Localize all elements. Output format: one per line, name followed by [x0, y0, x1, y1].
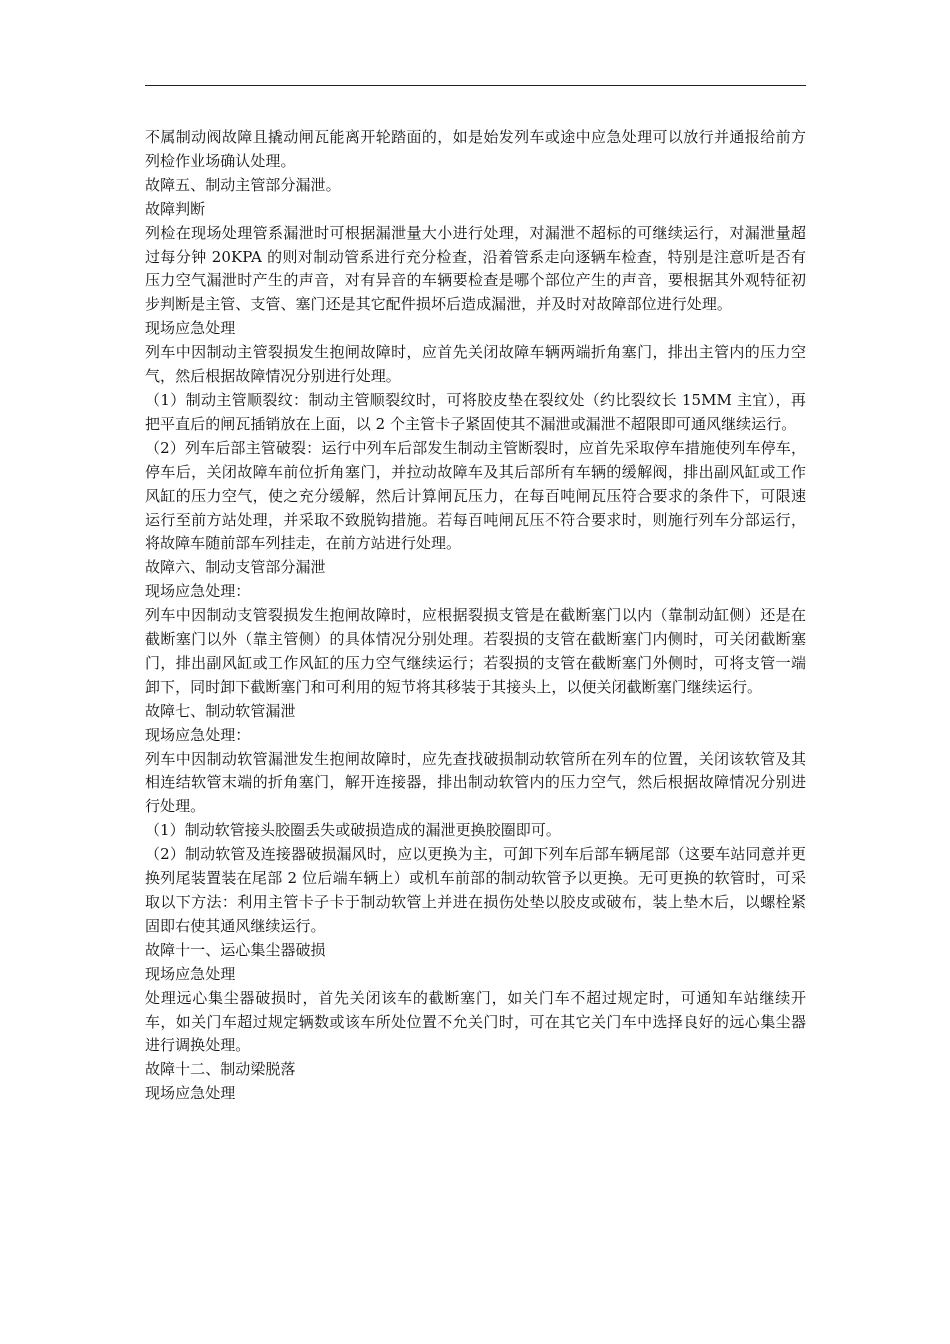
heading-fault-7: 故障七、制动软管漏泄 — [145, 701, 296, 720]
paragraph-item-1-crack: （1）制动主管顺裂纹：制动主管顺裂纹时，可将胶皮垫在裂纹处（约比裂纹长 15MM 主宜），再把平直后的闸瓦插销放在上面，以 2 个主管卡子紧固使其不漏泄或漏泄不超限即可通风继续运行。 — [145, 390, 806, 433]
subheading-onsite-handling-7: 现场应急处理： — [145, 725, 251, 744]
heading-fault-12: 故障十二、制动梁脱落 — [145, 1060, 296, 1079]
document-body — [145, 126, 806, 1106]
subheading-onsite-handling-6: 现场应急处理： — [145, 582, 251, 601]
heading-fault-6: 故障六、制动支管部分漏泄 — [145, 558, 326, 577]
heading-fault-11: 故障十一、运心集尘器破损 — [145, 940, 326, 959]
paragraph-branch-pipe: 列车中因制动支管裂损发生抱闸故障时，应根据裂损支管是在截断塞门以内（靠制动缸侧）还是在截断塞门以外（靠主管侧）的具体情况分别处理。若裂损的支管在截断塞门内侧时，可关闭截断塞门，排出副风缸或工作风缸的压力空气继续运行；若裂损的支管在截断塞门外侧时，可将支管一端卸下，同时卸下截断塞门和可利用的短节将其移装于其接头上，以便关闭截断塞门继续运行。 — [145, 606, 806, 696]
paragraph-hose-item-2: （2）制动软管及连接器破损漏风时，应以更换为主，可卸下列车后部车辆尾部（这要车站同意并更换列尾装置装在尾部 2 位后端车辆上）或机车前部的制动软管予以更换。无可更换的软管时，可采取以下方法：利用主管卡子卡于制动软管上并进在损伤处垫以胶皮或破布，装上垫木后，以螺栓紧固即右使其通风继续运行。 — [145, 845, 806, 935]
paragraph-hose-leak: 列车中因制动软管漏泄发生抱闸故障时，应先查找破损制动软管所在列车的位置，关闭该软管及其相连结软管末端的折角塞门，解开连接器，排出制动软管内的压力空气，然后根据故障情况分别进行处理。 — [145, 749, 806, 816]
paragraph-continuation: 不属制动阀故障且撬动闸瓦能离开轮踏面的，如是始发列车或途中应急处理可以放行并通报给前方列检作业场确认处理。 — [145, 128, 806, 170]
header-rule — [145, 85, 806, 86]
subheading-onsite-handling: 现场应急处理 — [145, 319, 236, 338]
subheading-onsite-handling-11: 现场应急处理 — [145, 964, 236, 983]
paragraph-dust-collector: 处理远心集尘器破损时，首先关闭该车的截断塞门，如关门车不超过规定时，可通知车站继续开车，如关门车超过规定辆数或该车所处位置不允关门时，可在其它关门车中选择良好的远心集尘器进行调换处理。 — [145, 988, 806, 1055]
subheading-onsite-handling-12: 现场应急处理 — [145, 1084, 236, 1103]
heading-fault-5: 故障五、制动主管部分漏泄。 — [145, 175, 341, 194]
paragraph-hose-item-1: （1）制动软管接头胶圈丢失或破损造成的漏泄更换胶圈即可。 — [145, 821, 561, 840]
paragraph-leak-inspection: 列检在现场处理管系漏泄时可根据漏泄量大小进行处理，对漏泄不超标的可继续运行，对漏泄量超过每分钟 20KPA 的则对制动管系进行充分检查，沿着管系走向逐辆车检查，特别是注意听是否有压力空气漏泄时产生的声音，对有异音的车辆要检查是哪个部位产生的声音，要根据其外观特征初步判断是主管、支管、塞门还是其它配件损坏后造成漏泄，并及时对故障部位进行处理。 — [145, 223, 806, 314]
paragraph-main-pipe-crack: 列车中因制动主管裂损发生抱闸故障时，应首先关闭故障车辆两端折角塞门，排出主管内的压力空气，然后根据故障情况分别进行处理。 — [145, 343, 806, 386]
paragraph-item-2-rear-break: （2）列车后部主管破裂：运行中列车后部发生制动主管断裂时，应首先采取停车措施使列车停车，停车后，关闭故障车前位折角塞门，并拉动故障车及其后部所有车辆的缓解阀，排出副风缸或工作风缸的压力空气，使之充分缓解，然后计算闸瓦压力，在每百吨闸瓦压符合要求的条件下，可限速运行至前方站处理，并采取不致脱钩措施。若每百吨闸瓦压不符合要求时，则施行列车分部运行，将故障车随前部车列挂走，在前方站进行处理。 — [145, 438, 806, 553]
subheading-fault-judgment: 故障判断 — [145, 199, 206, 218]
